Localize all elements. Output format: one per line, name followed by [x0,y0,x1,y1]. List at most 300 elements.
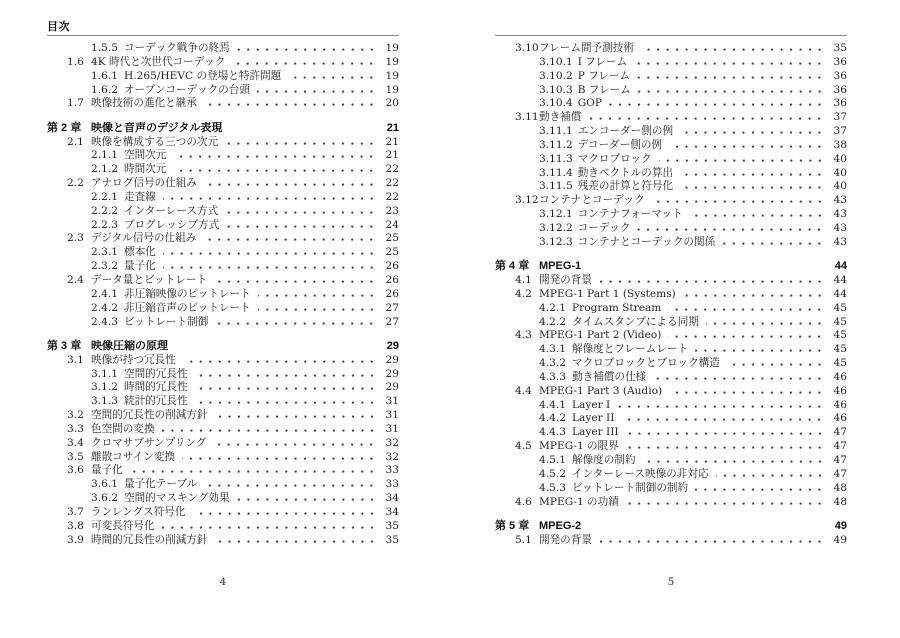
toc-entry [47,395,399,409]
dot-leader [609,102,827,106]
toc-entry [495,412,847,426]
toc-entry [495,222,847,236]
toc-entry-title: MPEG-2 [539,519,582,532]
toc-entry [495,329,847,343]
toc-entry-page: 31 [385,422,399,435]
dot-leader [163,251,379,255]
toc-entry [495,496,847,510]
toc-entry-page: 19 [385,55,399,68]
toc-entry-title: 解像度とフレームレート [572,343,689,356]
dot-leader [695,487,827,491]
toc-entry [47,177,399,191]
toc-entry-number: 4.3 [515,329,532,342]
toc-entry [47,492,399,506]
dot-leader [680,130,827,134]
dot-leader [183,359,379,363]
toc-entry-number: 3.10.2 [539,69,573,82]
dot-leader [706,321,827,325]
toc-entry-title: タイムスタンプによる同期 [572,315,699,328]
dot-leader [237,47,379,51]
toc-entry-number: 第 2 章 [47,121,82,134]
toc-entry [495,468,847,482]
dot-leader [204,483,379,487]
toc-entry-title: コンテナとコーデック [539,194,645,207]
toc-entry-page: 40 [833,180,847,193]
toc-entry-title: MPEG-1 [539,260,582,273]
dot-leader [258,293,379,297]
toc-entry-number: 4.2.2 [539,315,566,328]
toc-entry-page: 31 [385,395,399,408]
toc-entry-page: 47 [833,453,847,466]
toc-entry-number: 第 4 章 [495,260,530,273]
toc-entry-title: Program Stream [572,301,662,314]
page-number-right: 5 [667,576,675,588]
toc-entry-number: 3.10.4 [539,97,573,110]
toc-entry-number: 4.2 [515,287,532,300]
dot-leader [588,525,827,529]
toc-entry-page: 22 [385,163,399,176]
toc-entry-title: 映像が持つ冗長性 [91,353,176,366]
dot-leader [617,404,827,408]
toc-entry-page: 33 [385,478,399,491]
toc-entry-title: 時間的冗長性 [124,381,188,394]
toc-chapter-entry [495,260,847,274]
toc-entry-page: 40 [833,166,847,179]
toc-entry-title: クロマサブサンプリング [91,436,207,449]
dot-leader [215,321,379,325]
toc-entry-page: 36 [833,97,847,110]
toc-entry-number: 4.5.2 [539,467,566,480]
dot-leader [163,196,379,200]
toc-entry-number: 3.3 [67,422,84,435]
toc-entry-page: 27 [385,315,399,328]
toc-entry-page: 35 [385,519,399,532]
dot-leader [626,445,827,449]
toc-entry-number: 3.4 [67,436,84,449]
toc-entry-title: 開発の背景 [539,274,592,286]
toc-entry-number: 4.5.3 [539,481,566,494]
toc-entry-title: 時間次元 [124,163,167,176]
toc-entry-page: 21 [385,149,399,162]
dot-leader [204,182,379,186]
toc-entry-number: 3.11.5 [539,180,573,193]
toc-entry-title: MPEG-1 Part 2 (Video) [539,329,662,342]
toc-entry [47,70,399,84]
dot-leader [599,539,827,543]
toc-entry-page: 43 [833,235,847,248]
toc-entry-page: 34 [385,492,399,505]
toc-entry-number: 3.10.3 [539,83,573,96]
dot-leader [680,172,827,176]
toc-entry-title: 可変長符号化 [91,519,155,532]
toc-entry-title: 動きベクトルの算出 [577,166,674,179]
toc-entry [47,163,399,177]
toc-entry-number: 1.6.2 [91,83,118,96]
dot-leader [130,469,379,473]
toc-entry-page: 21 [386,121,399,134]
dot-leader [626,431,827,435]
toc-entry [47,302,399,316]
toc-entry-page: 43 [833,221,847,234]
toc-entry-page: 21 [385,135,399,148]
dot-leader [182,456,379,460]
toc-entry [495,139,847,153]
toc-entry-page: 45 [833,329,847,342]
dot-leader [680,185,827,189]
dot-leader [643,459,827,463]
toc-entry-title: 映像と音声のデジタル表現 [91,121,223,134]
toc-page-left [47,20,399,620]
toc-entry [47,534,399,548]
dot-leader [232,61,379,65]
toc-entry-title: 空間次元 [124,149,167,162]
toc-entry-page: 37 [833,111,847,124]
dot-leader [637,75,827,79]
toc-entry-page: 22 [385,190,399,203]
toc-chapter-entry [47,340,399,354]
toc-entry-page: 48 [833,495,847,508]
dot-leader [641,47,827,51]
toc-entry-page: 31 [385,409,399,422]
toc-entry-title: デジタル信号の仕組み [91,232,197,245]
toc-entry-title: I フレーム [577,55,628,68]
toc-entry-number: 2.1 [67,135,84,148]
toc-entry [495,274,847,288]
toc-entry-page: 38 [833,138,847,151]
dot-leader [229,127,379,131]
toc-entry-number: 2.4.1 [91,287,118,300]
toc-entry-number: 3.11.1 [539,125,573,138]
toc-entry-number: 3.6.2 [91,492,118,505]
dot-leader [173,168,379,172]
toc-entry-page: 34 [385,506,399,518]
toc-entry-number: 2.1.1 [91,149,118,162]
toc-entry-number: 3.9 [67,533,84,546]
toc-entry-page: 26 [385,274,399,286]
toc-entry-number: 3.1.1 [91,367,118,380]
toc-entry-number: 3.5 [67,450,84,463]
dot-leader [659,158,827,162]
dot-leader [163,265,379,269]
toc-entry-title: プログレッシブ方式 [124,218,220,231]
toc-entry-page: 19 [385,69,399,82]
toc-entry-number: 2.3 [67,232,84,245]
toc-entry [47,260,399,274]
toc-entry-number: 2.3.1 [91,246,118,259]
toc-entry-number: 2.4 [67,274,84,286]
dot-leader [162,428,379,432]
toc-entry-title: 非圧縮音声のビットレート [124,301,251,314]
toc-entry [495,167,847,181]
toc-entry-title: アナログ信号の仕組み [91,177,197,190]
toc-entry-page: 20 [385,97,399,110]
toc-entry [47,97,399,111]
dot-leader [203,237,379,241]
toc-entry-title: MPEG-1 の限界 [539,440,619,453]
toc-entry-page: 36 [833,83,847,96]
toc-entry-title: 動き補償 [539,111,582,124]
toc-entry-title: ビットレート制御の制約 [572,481,689,494]
toc-entry [47,409,399,423]
toc-entry [47,368,399,382]
toc-entry-page: 32 [385,450,399,463]
toc-entry-title: 離散コサイン変換 [91,450,176,463]
toc-entry-number: 4.1 [515,274,532,286]
toc-entry [47,316,399,330]
dot-leader [690,213,827,217]
toc-entry-number: 3.6 [67,464,84,477]
toc-entry-title: MPEG-1 の功績 [539,495,619,508]
dot-leader [237,497,379,501]
toc-entry-page: 43 [833,208,847,221]
dot-leader [722,241,827,245]
toc-entry [495,288,847,302]
toc-entry-page: 25 [385,246,399,259]
toc-entry-number: 4.3.1 [539,343,566,356]
toc-entry-title: ランレングス符号化 [91,506,186,518]
toc-entry [495,153,847,167]
toc-entry-page: 45 [833,315,847,328]
toc-entry [495,302,847,316]
toc-entry-number: 4.4.3 [539,426,566,439]
toc-entry-title: 動き補償の仕様 [572,370,647,383]
toc-entry-page: 19 [385,42,399,54]
toc-entry-title: フレーム間予測技術 [539,42,634,54]
toc-entry [495,208,847,222]
dot-leader [225,210,379,214]
toc-entry-page: 26 [385,260,399,273]
page-header-title: 目次 [47,21,70,33]
dot-leader [195,373,379,377]
toc-entry [47,232,399,246]
toc-entry-number: 3.1.2 [91,381,118,394]
toc-entry-title: ビットレート制御 [124,315,209,328]
dot-leader [669,390,827,394]
toc-entry-title: 量子化 [91,464,123,477]
dot-leader [638,89,827,93]
toc-entry-number: 3.12.3 [539,235,573,248]
toc-entry-page: 35 [833,42,847,54]
toc-entry-title: H.265/HEVC の登場と特許問題 [124,69,282,82]
toc-entry-title: Layer III [572,426,619,439]
dot-leader [727,362,827,366]
toc-entry-number: 3.12.2 [539,221,573,234]
toc-entry-page: 29 [385,367,399,380]
toc-entry [47,42,399,56]
toc-entry-number: 4.4.2 [539,412,566,425]
toc-entry [495,316,847,330]
toc-entry-page: 29 [385,381,399,394]
toc-entry [495,70,847,84]
dot-leader [226,224,379,228]
dot-leader [716,473,827,477]
toc-entry-number: 1.5.5 [91,42,118,54]
toc-entry [47,354,399,368]
toc-entry [47,219,399,233]
dot-leader [214,279,379,283]
toc-entry-page: 46 [833,398,847,411]
toc-chapter-entry [47,122,399,136]
toc-entry-page: 26 [385,287,399,300]
toc-entry [495,385,847,399]
dot-leader [204,102,379,106]
toc-entry-title: 空間的マスキング効果 [124,492,230,505]
toc-entry [495,343,847,357]
toc-entry-title: 色空間の変換 [91,422,155,435]
toc-entry-title: GOP [577,97,602,110]
toc-entry-title: MPEG-1 Part 3 (Audio) [539,384,663,397]
toc-entry [495,111,847,125]
toc-entry-number: 1.6.1 [91,69,118,82]
toc-entry-page: 36 [833,55,847,68]
page-number-left: 4 [219,576,227,588]
dot-leader [599,279,827,283]
toc-entry [47,56,399,70]
toc-entry-page: 35 [385,533,399,546]
toc-entry-title: 映像技術の進化と継承 [91,97,197,110]
toc-entry [47,274,399,288]
toc-entry-page: 46 [833,412,847,425]
toc-entry [47,84,399,98]
toc-entry-number: 3.11.4 [539,166,573,179]
dot-leader [257,89,379,93]
dot-leader [621,417,827,421]
dot-leader [652,199,827,203]
toc-entry-page: 25 [385,232,399,245]
toc-entry-page: 45 [833,301,847,314]
toc-entry [495,440,847,454]
toc-entry [47,464,399,478]
dot-leader [637,227,827,231]
toc-entry-title: MPEG-1 Part 1 (Systems) [539,287,676,300]
toc-entry-title: 非圧縮映像のビットレート [124,287,251,300]
toc-entry [47,520,399,534]
toc-entry-number: 3.11.2 [539,138,573,151]
toc-entry [495,534,847,548]
dot-leader [173,154,379,158]
toc-entries-left [47,42,399,548]
dot-leader [653,376,827,380]
toc-entry [495,371,847,385]
toc-entry-number: 4.5 [515,440,532,453]
toc-entry-page: 37 [833,125,847,138]
toc-entry-number: 4.4 [515,384,532,397]
toc-entry [47,246,399,260]
toc-entry-page: 24 [385,218,399,231]
toc-entry-number: 4.5.1 [539,453,566,466]
dot-leader [626,501,827,505]
toc-entry-page: 45 [833,343,847,356]
toc-entry-number: 3.1.3 [91,395,118,408]
dot-leader [175,345,379,349]
toc-entry-page: 23 [385,204,399,217]
toc-entry-number: 3.10.1 [539,55,573,68]
toc-entry-title: データ量とビットレート [91,274,208,286]
toc-entry-page: 36 [833,69,847,82]
toc-entry-page: 22 [385,177,399,190]
toc-entry-title: 量子化 [124,260,156,273]
toc-entry-title: 標本化 [124,246,156,259]
toc-entry [495,97,847,111]
toc-entry-number: 2.3.2 [91,260,118,273]
toc-entry-title: インターレース映像の非対応 [572,467,709,480]
dot-leader [195,386,379,390]
toc-entry [495,426,847,440]
toc-entry-page: 32 [385,436,399,449]
dot-leader [215,539,379,543]
toc-entry-number: 3.12 [515,194,539,207]
dot-leader [668,307,827,311]
dot-leader [669,144,827,148]
toc-entry-page: 27 [385,301,399,314]
toc-entry [495,454,847,468]
toc-entry-title: 空間的冗長性 [124,367,188,380]
toc-entry-page: 43 [833,194,847,207]
toc-entry-title: エンコーダー側の例 [577,125,674,138]
toc-entry [495,399,847,413]
toc-entry [495,56,847,70]
toc-entry-title: 映像を構成する三つの次元 [91,135,219,148]
toc-entry-number: 4.3.3 [539,370,566,383]
toc-entry-number: 第 5 章 [495,519,530,532]
toc-entry-title: 残差の計算と符号化 [577,180,674,193]
dot-leader [683,293,827,297]
toc-entry-title: 解像度の制約 [572,453,636,466]
toc-entry-page: 49 [833,533,847,546]
dot-leader [588,265,827,269]
toc-entry-title: インターレース方式 [124,204,219,217]
toc-entry [47,381,399,395]
toc-entry [47,478,399,492]
toc-entry-title: コーデック戦争の終焉 [124,42,230,54]
toc-entry-number: 3.6.1 [91,478,118,491]
dot-leader [215,414,379,418]
page-header-left [47,20,399,36]
dot-leader [162,525,379,529]
toc-entry-number: 3.8 [67,519,84,532]
toc-entry-page: 46 [833,370,847,383]
toc-entry-number: 2.4.2 [91,301,118,314]
toc-entry-number: 4.3.2 [539,357,566,370]
toc-entry-number: 2.2 [67,177,84,190]
toc-entry-number: 3.11.3 [539,152,573,165]
toc-entry-title: コンテナフォーマット [577,208,683,221]
dot-leader [225,141,379,145]
toc-entry-title: 統計的冗長性 [124,395,188,408]
toc-entry-number: 3.1 [67,353,84,366]
toc-entry-title: マクロブロック [577,152,652,165]
toc-entry-number: 5.1 [515,533,532,546]
toc-entry-page: 47 [833,426,847,439]
toc-entry-title: オープンコーデックの台頭 [124,83,250,96]
toc-entry-page: 46 [833,384,847,397]
toc-entry [495,357,847,371]
toc-entry [47,136,399,150]
toc-entry-page: 48 [833,481,847,494]
toc-entry-title: マクロブロックとブロック構造 [572,357,720,370]
toc-chapter-entry [495,520,847,534]
toc-entry [47,437,399,451]
toc-entry-title: B フレーム [577,83,631,96]
toc-entry [47,205,399,219]
toc-entry-number: 3.11 [515,111,539,124]
toc-entry-number: 第 3 章 [47,339,82,352]
toc-entry [495,84,847,98]
toc-entry-page: 29 [386,339,399,352]
toc-entry-title: デコーダー側の例 [577,138,663,151]
toc-entry-page: 49 [834,519,847,532]
toc-entry-number: 2.4.3 [91,315,118,328]
